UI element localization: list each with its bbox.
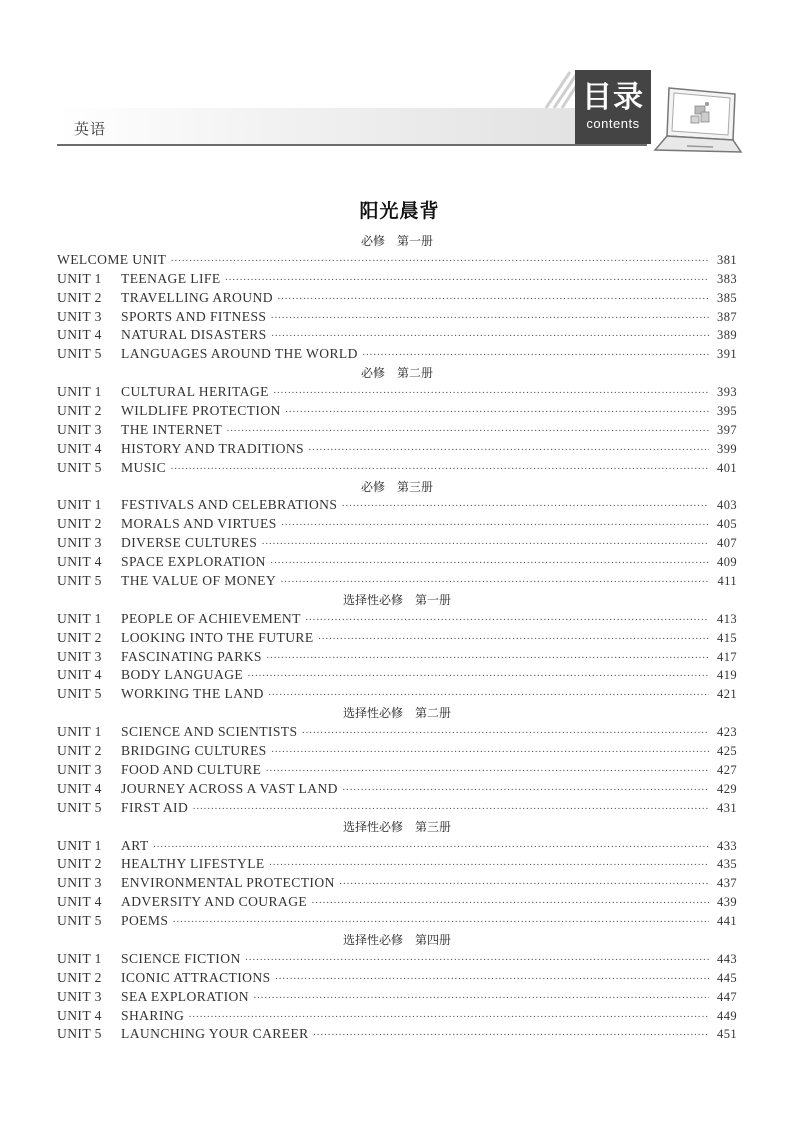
unit-number: UNIT 2 — [57, 289, 102, 305]
dot-leader — [245, 951, 709, 970]
dot-leader — [308, 441, 709, 460]
page-number: 447 — [717, 989, 737, 1004]
section-heading: 选择性必修 第三册 — [342, 819, 451, 834]
page-number: 435 — [717, 857, 737, 872]
unit-title: TEENAGE LIFE — [121, 270, 221, 286]
toc-entry[interactable] — [57, 723, 737, 742]
toc-entry[interactable] — [57, 685, 737, 704]
unit-title: THE VALUE OF MONEY — [121, 573, 277, 589]
section-heading: 必修 第三册 — [360, 479, 433, 494]
toc-entry[interactable] — [57, 780, 737, 799]
dot-leader — [305, 611, 709, 630]
toc-entry[interactable] — [57, 1025, 737, 1044]
unit-title: BRIDGING CULTURES — [121, 743, 267, 759]
unit-title: SCIENCE AND SCIENTISTS — [121, 724, 298, 740]
unit-number: UNIT 5 — [57, 459, 102, 475]
section-heading: 必修 第一册 — [360, 234, 433, 248]
unit-title: HEALTHY LIFESTYLE — [121, 856, 265, 872]
toc-entry[interactable] — [57, 459, 737, 478]
unit-number: UNIT 4 — [57, 894, 102, 910]
unit-number: UNIT 3 — [57, 308, 102, 324]
dot-leader — [313, 1026, 709, 1045]
unit-number: UNIT 1 — [57, 950, 102, 966]
unit-number: UNIT 5 — [57, 799, 102, 815]
toc-entry[interactable] — [57, 912, 737, 931]
page-number: 399 — [717, 441, 737, 456]
unit-title: SPORTS AND FITNESS — [121, 308, 267, 324]
page-number: 445 — [717, 970, 737, 985]
section-heading: 选择性必修 第二册 — [342, 706, 451, 721]
laptop-icon — [647, 80, 743, 164]
unit-number: UNIT 3 — [57, 875, 102, 891]
dot-leader — [285, 403, 709, 422]
dot-leader — [362, 346, 709, 365]
page-number: 383 — [717, 271, 737, 286]
page-number: 397 — [717, 422, 737, 437]
toc-entry[interactable] — [57, 1007, 737, 1026]
section-heading: 选择性必修 第一册 — [342, 592, 451, 607]
header-rule — [57, 144, 647, 146]
header-stripes-decoration — [540, 68, 580, 108]
toc-entry[interactable] — [57, 251, 737, 270]
unit-number: UNIT 5 — [57, 686, 102, 702]
dot-leader — [225, 271, 709, 290]
unit-title: WORKING THE LAND — [121, 686, 264, 702]
dot-leader — [253, 989, 709, 1008]
page-number: 413 — [717, 611, 737, 626]
dot-leader — [277, 290, 709, 309]
unit-title: SCIENCE FICTION — [121, 950, 241, 966]
unit-number: UNIT 1 — [57, 724, 102, 740]
toc-entry[interactable] — [57, 270, 737, 289]
unit-title: NATURAL DISASTERS — [121, 327, 267, 343]
page-number: 443 — [717, 951, 737, 966]
page-title: 阳光晨背 — [359, 200, 440, 222]
unit-number: UNIT 4 — [57, 1007, 102, 1023]
dot-leader — [281, 516, 709, 535]
dot-leader — [341, 497, 709, 516]
dot-leader — [170, 252, 709, 271]
toc-entry[interactable] — [57, 837, 737, 856]
unit-title: DIVERSE CULTURES — [121, 535, 258, 551]
dot-leader — [273, 384, 709, 403]
unit-number: UNIT 2 — [57, 629, 102, 645]
dot-leader — [172, 913, 709, 932]
page-number: 423 — [717, 725, 737, 740]
page-number: 401 — [717, 460, 737, 475]
unit-number: UNIT 5 — [57, 1026, 102, 1042]
toc-entry[interactable] — [57, 799, 737, 818]
dot-leader — [153, 838, 709, 857]
page-number: 395 — [717, 404, 737, 419]
page-number: 387 — [717, 309, 737, 324]
page-number: 425 — [717, 744, 737, 759]
contents-badge-chinese: 目录 — [582, 80, 644, 115]
dot-leader — [270, 554, 709, 573]
unit-number: UNIT 2 — [57, 403, 102, 419]
unit-title: ICONIC ATTRACTIONS — [121, 969, 271, 985]
toc-entry[interactable] — [57, 969, 737, 988]
unit-title: PEOPLE OF ACHIEVEMENT — [121, 610, 301, 626]
toc-entry[interactable] — [57, 345, 737, 364]
toc-entry[interactable] — [57, 893, 737, 912]
unit-number: UNIT 2 — [57, 969, 102, 985]
page-number: 431 — [717, 800, 737, 815]
page-number: 385 — [717, 290, 737, 305]
unit-title: POEMS — [121, 913, 169, 929]
unit-title: HISTORY AND TRADITIONS — [121, 440, 305, 456]
page-number: 441 — [717, 914, 737, 929]
page-number: 451 — [717, 1027, 737, 1042]
header-band — [57, 108, 587, 144]
toc-entry[interactable] — [57, 308, 737, 327]
unit-title: FASCINATING PARKS — [121, 648, 262, 664]
dot-leader — [268, 686, 709, 705]
page-number: 391 — [717, 347, 737, 362]
unit-title: ART — [121, 837, 149, 853]
unit-title: JOURNEY ACROSS A VAST LAND — [121, 780, 338, 796]
toc-entry[interactable] — [57, 421, 737, 440]
unit-number: UNIT 1 — [57, 270, 102, 286]
unit-title: FIRST AID — [121, 799, 189, 815]
page-number: 389 — [717, 328, 737, 343]
unit-title: ADVERSITY AND COURAGE — [121, 894, 308, 910]
dot-leader — [261, 535, 709, 554]
dot-leader — [271, 327, 709, 346]
toc-entry[interactable] — [57, 383, 737, 402]
page-header — [0, 0, 799, 170]
unit-number: UNIT 4 — [57, 440, 102, 456]
page-number: 437 — [717, 876, 737, 891]
unit-number: UNIT 3 — [57, 535, 102, 551]
dot-leader — [270, 309, 709, 328]
page-number: 409 — [717, 555, 737, 570]
page-number: 429 — [717, 781, 737, 796]
page-number: 421 — [717, 687, 737, 702]
unit-number: UNIT 1 — [57, 610, 102, 626]
dot-leader — [311, 894, 709, 913]
toc-entry[interactable] — [57, 761, 737, 780]
unit-title: TRAVELLING AROUND — [121, 289, 273, 305]
unit-title: WELCOME UNIT — [57, 251, 167, 267]
page-number: 433 — [717, 838, 737, 853]
unit-number: UNIT 2 — [57, 516, 102, 532]
unit-title: LAUNCHING YOUR CAREER — [121, 1026, 309, 1042]
page-number: 405 — [717, 517, 737, 532]
unit-number: UNIT 3 — [57, 648, 102, 664]
toc-entry[interactable] — [57, 553, 737, 572]
toc-entry[interactable] — [57, 402, 737, 421]
page-number: 439 — [717, 895, 737, 910]
dot-leader — [170, 460, 709, 479]
page-number: 407 — [717, 536, 737, 551]
unit-number: UNIT 1 — [57, 837, 102, 853]
dot-leader — [342, 781, 709, 800]
unit-title: LANGUAGES AROUND THE WORLD — [121, 346, 358, 362]
contents-badge-english: contents — [586, 116, 640, 131]
unit-number: UNIT 3 — [57, 761, 102, 777]
toc-entry[interactable] — [57, 496, 737, 515]
page-number: 415 — [717, 630, 737, 645]
unit-number: UNIT 5 — [57, 913, 102, 929]
toc-entry[interactable] — [57, 742, 737, 761]
page-number: 449 — [717, 1008, 737, 1023]
unit-title: LOOKING INTO THE FUTURE — [121, 629, 314, 645]
toc-entry[interactable] — [57, 326, 737, 345]
table-of-contents — [57, 232, 737, 1044]
unit-number: UNIT 4 — [57, 667, 102, 683]
unit-title: WILDLIFE PROTECTION — [121, 403, 281, 419]
unit-title: MUSIC — [121, 459, 167, 475]
dot-leader — [339, 875, 709, 894]
dot-leader — [271, 743, 709, 762]
toc-entry[interactable] — [57, 874, 737, 893]
page-number: 427 — [717, 762, 737, 777]
page-number: 403 — [717, 498, 737, 513]
toc-entry[interactable] — [57, 855, 737, 874]
toc-entry[interactable] — [57, 610, 737, 629]
unit-title: SHARING — [121, 1007, 185, 1023]
unit-title: MORALS AND VIRTUES — [121, 516, 277, 532]
dot-leader — [266, 649, 709, 668]
section-heading: 必修 第二册 — [360, 366, 433, 381]
dot-leader — [247, 667, 709, 686]
toc-entry[interactable] — [57, 988, 737, 1007]
subject-label: 英语 — [74, 120, 107, 138]
unit-number: UNIT 5 — [57, 573, 102, 589]
dot-leader — [275, 970, 709, 989]
unit-number: UNIT 4 — [57, 327, 102, 343]
toc-entry[interactable] — [57, 648, 737, 667]
toc-entry[interactable] — [57, 534, 737, 553]
toc-entry[interactable] — [57, 440, 737, 459]
toc-entry[interactable] — [57, 515, 737, 534]
page-number: 393 — [717, 385, 737, 400]
dot-leader — [280, 573, 709, 592]
dot-leader — [226, 422, 709, 441]
page-number: 381 — [717, 252, 737, 267]
dot-leader — [301, 724, 709, 743]
unit-title: ENVIRONMENTAL PROTECTION — [121, 875, 335, 891]
toc-entry[interactable] — [57, 289, 737, 308]
toc-entry[interactable] — [57, 629, 737, 648]
unit-number: UNIT 3 — [57, 988, 102, 1004]
toc-entry[interactable] — [57, 572, 737, 591]
dot-leader — [318, 630, 709, 649]
dot-leader — [188, 1008, 709, 1027]
unit-title: FESTIVALS AND CELEBRATIONS — [121, 497, 338, 513]
page-number: 419 — [717, 668, 737, 683]
unit-number: UNIT 2 — [57, 856, 102, 872]
unit-title: SPACE EXPLORATION — [121, 554, 266, 570]
page-number: 417 — [717, 649, 737, 664]
dot-leader — [265, 762, 709, 781]
unit-title: FOOD AND CULTURE — [121, 761, 262, 777]
section-heading: 选择性必修 第四册 — [342, 932, 451, 947]
unit-number: UNIT 3 — [57, 421, 102, 437]
unit-title: SEA EXPLORATION — [121, 988, 249, 1004]
dot-leader — [192, 800, 709, 819]
unit-number: UNIT 4 — [57, 554, 102, 570]
unit-number: UNIT 1 — [57, 384, 102, 400]
toc-entry[interactable] — [57, 950, 737, 969]
unit-number: UNIT 2 — [57, 743, 102, 759]
unit-number: UNIT 5 — [57, 346, 102, 362]
page-number: 411 — [717, 574, 737, 589]
dot-leader — [269, 856, 709, 875]
unit-title: THE INTERNET — [121, 421, 223, 437]
contents-badge — [575, 70, 651, 144]
unit-number: UNIT 4 — [57, 780, 102, 796]
unit-title: BODY LANGUAGE — [121, 667, 244, 683]
unit-number: UNIT 1 — [57, 497, 102, 513]
unit-title: CULTURAL HERITAGE — [121, 384, 269, 400]
toc-entry[interactable] — [57, 666, 737, 685]
